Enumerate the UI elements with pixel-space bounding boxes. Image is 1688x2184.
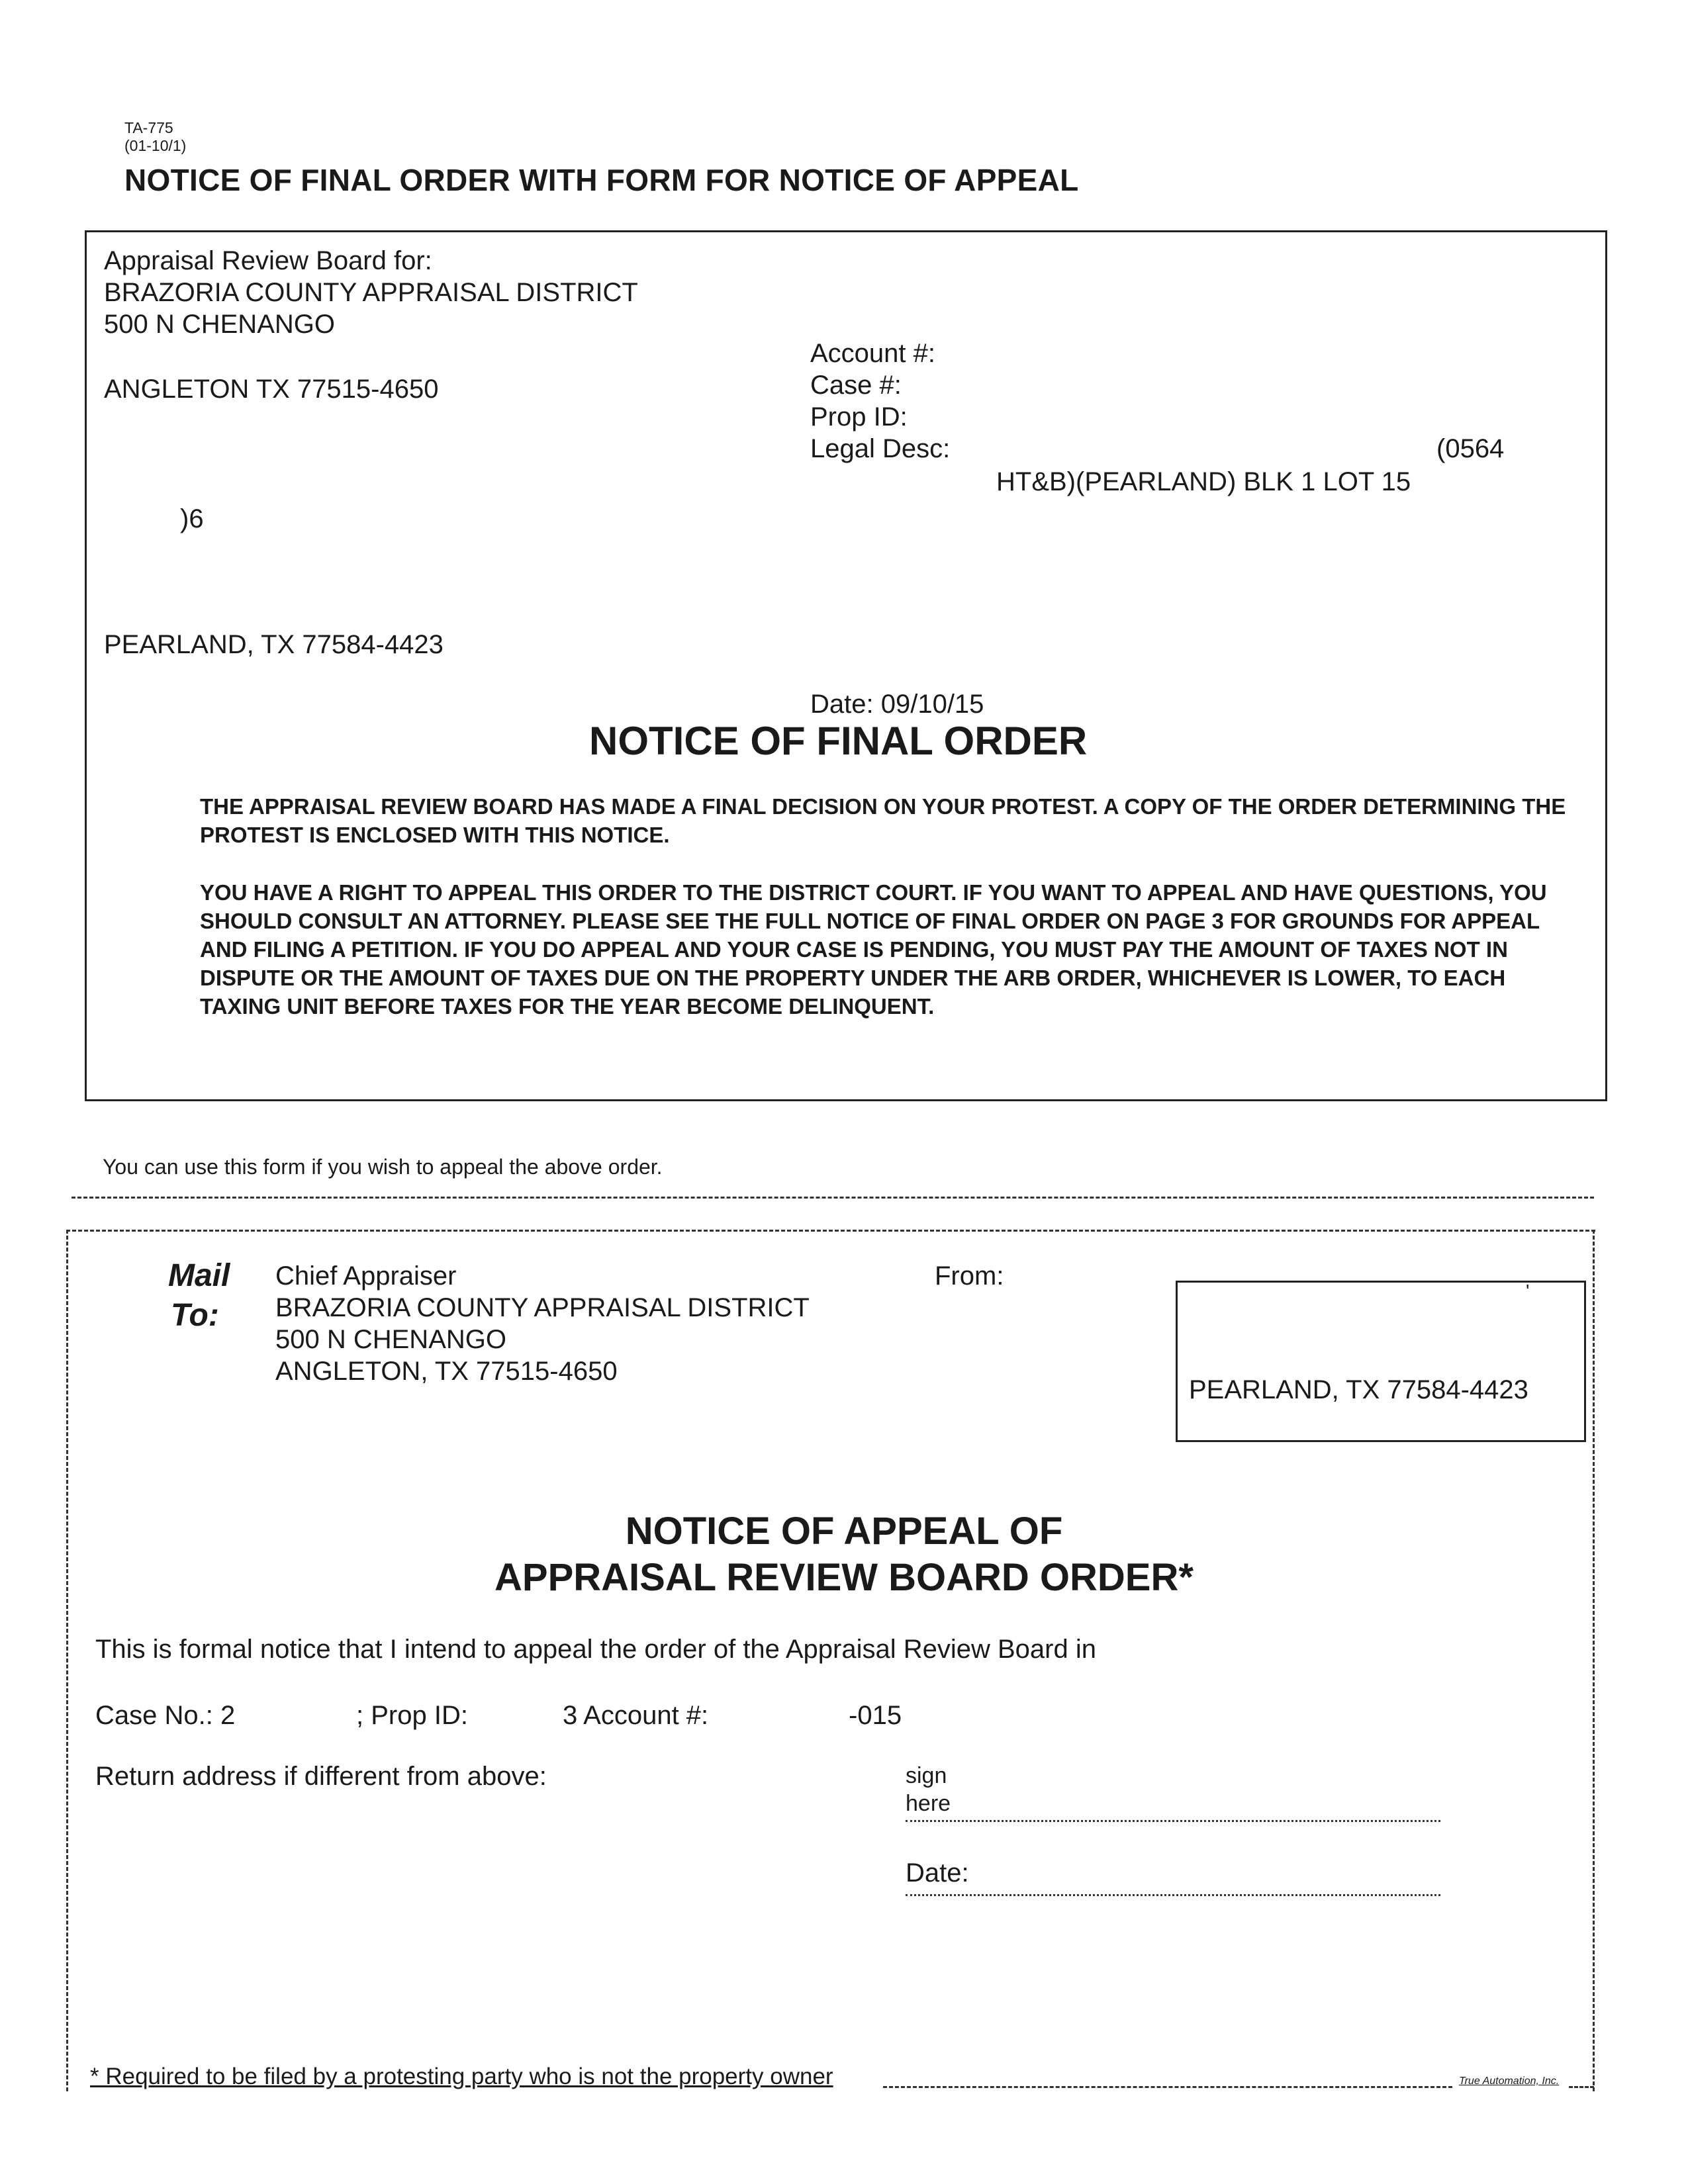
form-revision: (01-10/1) (124, 137, 187, 154)
return-address-label: Return address if different from above: (95, 1762, 547, 1791)
from-address-mark: ' (1526, 1281, 1530, 1301)
legal-desc-label: Legal Desc: (810, 434, 951, 463)
legal-desc-value-1: (0564 (1436, 434, 1505, 463)
appeal-intent-text: This is formal notice that I intend to appeal the order of the Appraisal Review Board in (95, 1635, 1096, 1664)
cut-line (71, 1197, 1594, 1199)
recipient-city: ANGLETON, TX 77515-4650 (275, 1357, 618, 1386)
sign-label-2: here (906, 1791, 951, 1816)
legal-desc-value-2: HT&B)(PEARLAND) BLK 1 LOT 15 (996, 467, 1411, 496)
form-code: TA-775 (124, 119, 173, 136)
recipient-org: BRAZORIA COUNTY APPRAISAL DISTRICT (275, 1293, 810, 1322)
notice-date: Date: 09/10/15 (810, 690, 984, 719)
vendor-logo: True Automation, Inc. (1459, 2075, 1560, 2087)
district-name: BRAZORIA COUNTY APPRAISAL DISTRICT (104, 278, 638, 307)
from-label: From: (935, 1261, 1004, 1291)
from-address-box (1176, 1281, 1586, 1442)
appeal-form-top-border (66, 1230, 1595, 1232)
appeal-date-label: Date: (906, 1858, 969, 1888)
prop-id-label: Prop ID: (810, 402, 908, 432)
appeal-heading-line-2: APPRAISAL REVIEW BOARD ORDER* (494, 1556, 1194, 1599)
case-no-label: Case No.: 2 (95, 1701, 236, 1730)
account-label: Account #: (810, 339, 936, 368)
appeal-form-right-border (1593, 1230, 1595, 2091)
owner-address-fragment: )6 (180, 504, 204, 533)
appeal-account-label: 3 Account #: (563, 1701, 709, 1730)
from-city: PEARLAND, TX 77584-4423 (1189, 1375, 1528, 1404)
notice-paragraph-2: YOU HAVE A RIGHT TO APPEAL THIS ORDER TO THE DISTRICT COURT. IF YOU WANT TO APPEAL AND HAVE QUESTIONS, YOU SHOULD CONSULT AN ATTORNEY. PLEASE SEE THE FULL NOTICE OF FINAL ORDER ON PAGE 3 FOR GROUNDS FOR APPEAL AND FILING A PETITION. IF YOU DO APPEAL AND YOUR CASE IS PENDING, YOU MUST PAY THE AMOUNT OF TAXES NOT IN DISPUTE OR THE AMOUNT OF TAXES DUE ON THE PROPERTY UNDER THE ARB ORDER, WHICHEVER IS LOWER, TO EACH TAXING UNIT BEFORE TAXES FOR THE YEAR BECOME DELINQUENT. (200, 880, 1547, 1019)
appeal-form-bottom-border (883, 2086, 1452, 2088)
date-line[interactable] (906, 1894, 1440, 1896)
appeal-heading-line-1: NOTICE OF APPEAL OF (625, 1510, 1063, 1553)
page-title: NOTICE OF FINAL ORDER WITH FORM FOR NOTICE OF APPEAL (124, 163, 1079, 197)
signature-line[interactable] (906, 1820, 1440, 1822)
recipient-street: 500 N CHENANGO (275, 1325, 506, 1354)
sign-label-1: sign (906, 1763, 947, 1788)
appeal-prop-id-label: ; Prop ID: (356, 1701, 468, 1730)
appeal-form-bottom-border-end (1569, 2086, 1594, 2088)
appeal-form-left-border (66, 1230, 68, 2091)
mail-label: Mail (168, 1258, 230, 1293)
recipient-title: Chief Appraiser (275, 1261, 457, 1291)
district-street: 500 N CHENANGO (104, 310, 335, 339)
to-label: To: (171, 1298, 219, 1333)
notice-paragraph-1: THE APPRAISAL REVIEW BOARD HAS MADE A FINAL DECISION ON YOUR PROTEST. A COPY OF THE ORDER DETERMINING THE PROTEST IS ENCLOSED WITH THIS NOTICE. (200, 794, 1566, 847)
footnote: * Required to be filed by a protesting party who is not the property owner (90, 2064, 833, 2089)
owner-city: PEARLAND, TX 77584-4423 (104, 630, 444, 659)
district-city: ANGLETON TX 77515-4650 (104, 375, 439, 404)
appeal-account-value: -015 (849, 1701, 902, 1730)
case-label: Case #: (810, 371, 902, 400)
cut-instruction: You can use this form if you wish to appeal the above order. (103, 1155, 663, 1179)
final-order-heading: NOTICE OF FINAL ORDER (589, 719, 1088, 763)
board-label: Appraisal Review Board for: (104, 246, 432, 275)
